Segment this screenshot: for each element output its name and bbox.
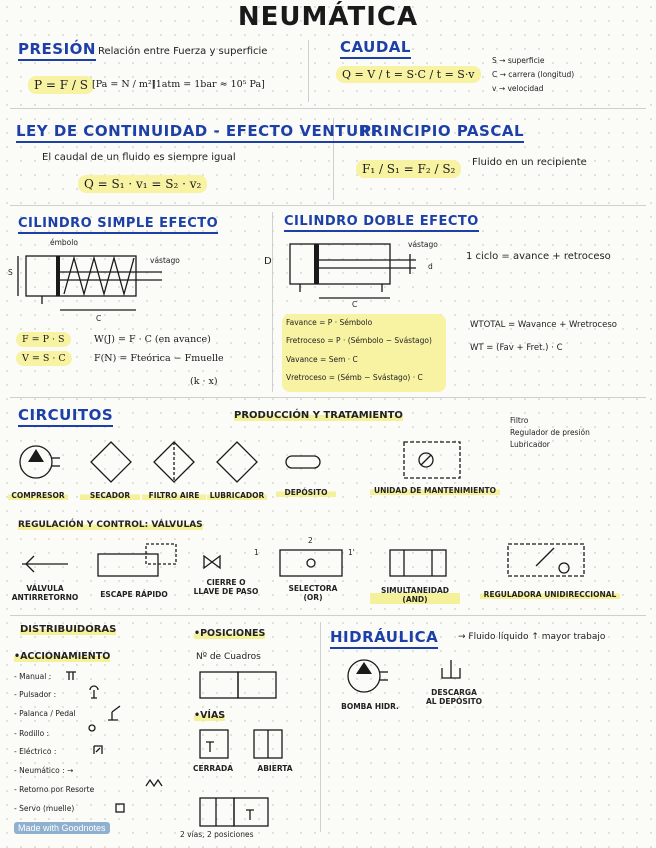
divider (10, 108, 646, 109)
vias-heading: •VÍAS (194, 710, 226, 721)
palanca-icon (108, 706, 120, 720)
continuidad-heading: LEY DE CONTINUIDAD - EFECTO VENTURI (16, 122, 377, 143)
accionamiento-item: - Manual : (14, 672, 52, 681)
rodillo-icon (89, 725, 95, 731)
valvula-label: ESCAPE RÁPIDO (100, 590, 168, 599)
vias-summary: 2 vías, 2 posiciones (180, 830, 254, 839)
accionamiento-item: - Servo (muelle) (14, 804, 75, 813)
simple-label-s: S (8, 268, 13, 277)
simple-formula: V = S · C (16, 351, 72, 366)
descarga-icon (442, 660, 460, 678)
produccion-heading: PRODUCCIÓN Y TRATAMIENTO (234, 410, 403, 421)
cierre-icon (204, 556, 220, 568)
simultaneidad-icon (390, 550, 446, 576)
pascal-desc: Fluido en un recipiente (472, 157, 587, 168)
via-cerrada-icon (200, 730, 228, 758)
doble-heading: CILINDRO DOBLE EFECTO (284, 214, 479, 232)
doble-formula: Vavance = Sem · C (286, 355, 358, 364)
unidad-mantenimiento-icon (404, 442, 460, 478)
electrico-icon (94, 746, 102, 754)
caudal-legend-item: C → carrera (longitud) (492, 70, 575, 79)
produccion-label: COMPRESOR (8, 491, 68, 500)
produccion-label: SECADOR (80, 491, 140, 500)
caudal-legend-item: v → velocidad (492, 84, 544, 93)
divider (320, 622, 321, 832)
divider (10, 397, 646, 398)
bomba-label: BOMBA HIDR. (341, 702, 399, 711)
servo-icon (116, 804, 124, 812)
lubricador-icon (217, 442, 257, 482)
presion-heading: PRESIÓN (18, 40, 96, 61)
selectora-icon (280, 550, 342, 576)
doble-trabajo: WT = (Fav + Fret.) · C (470, 343, 563, 353)
filtro-note: Regulador de presión (510, 428, 590, 437)
descarga-label: DESCARGA AL DEPÓSITO (425, 688, 483, 706)
port-label: 1 (254, 548, 259, 557)
doble-ciclo: 1 ciclo = avance + retroceso (466, 251, 611, 262)
escape-rapido-icon (98, 554, 158, 576)
caudal-legend-item: S → superficie (492, 56, 545, 65)
page-title: NEUMÁTICA (237, 2, 419, 32)
resorte-icon (146, 780, 162, 786)
valvula-label: CIERRE O LLAVE DE PASO (193, 578, 259, 596)
hidraulica-desc: → Fluido líquido ↑ mayor trabajo (458, 632, 606, 642)
produccion-label: FILTRO AIRE (142, 491, 206, 500)
continuidad-desc: El caudal de un fluido es siempre igual (42, 152, 236, 163)
accionamiento-item: - Pulsador : (14, 690, 57, 699)
simple-formula: F(N) = Fteórica − Fmuelle (94, 353, 224, 364)
filtro-note: Lubricador (510, 440, 550, 449)
valvula-label: SELECTORA (OR) (288, 584, 338, 602)
doble-formula: Vretroceso = (Sémb − Svástago) · C (286, 373, 423, 382)
divider (272, 212, 273, 392)
simple-label-embolo: émbolo (50, 238, 78, 247)
port-label: 2 (308, 536, 313, 545)
cerrada-label: CERRADA (192, 764, 233, 773)
presion-conversion: [1atm = 1bar ≈ 10⁵ Pa] (152, 79, 265, 90)
doble-formula: Fretroceso = P · (Sémbolo − Svástago) (286, 336, 432, 345)
distribuidoras-heading: DISTRIBUIDORAS (20, 624, 117, 635)
posiciones-heading: •POSICIONES (194, 628, 266, 639)
accionamiento-heading: •ACCIONAMIENTO (14, 651, 111, 662)
valvulas-symbols (18, 540, 618, 584)
simple-label-vastago: vástago (150, 256, 180, 265)
port-label: 1' (348, 548, 355, 557)
pulsador-icon (90, 686, 98, 698)
filtro-note: Filtro (510, 416, 529, 425)
presion-formula: P = F / S (28, 76, 94, 94)
divider (10, 615, 646, 616)
accionamiento-item: - Neumático : → (14, 766, 74, 775)
secador-icon (91, 442, 131, 482)
accionamiento-symbols (60, 668, 170, 818)
divider (308, 40, 309, 102)
reguladora-icon (508, 544, 584, 576)
presion-unit: [Pa = N / m²] (92, 79, 156, 90)
produccion-symbols (14, 436, 484, 488)
circuitos-heading: CIRCUITOS (18, 406, 113, 427)
regulacion-heading: REGULACIÓN Y CONTROL: VÁLVULAS (18, 520, 203, 530)
simple-cylinder-diagram (12, 238, 172, 318)
divider (10, 205, 646, 206)
doble-formula: Favance = P · Sémbolo (286, 318, 373, 327)
vias-symbols (196, 668, 296, 832)
accionamiento-item: - Eléctrico : (14, 747, 57, 756)
deposito-icon (286, 456, 320, 468)
simple-formula: W(J) = F · C (en avance) (94, 334, 211, 345)
doble-trabajo: WTOTAL = Wavance + Wretroceso (470, 320, 617, 330)
pascal-heading: PRINCIPIO PASCAL (360, 122, 524, 143)
caudal-formula: Q = V / t = S·C / t = S·v (336, 66, 481, 83)
produccion-label: UNIDAD DE MANTENIMIENTO (370, 486, 500, 495)
goodnotes-badge: Made with Goodnotes (14, 822, 110, 834)
doble-label-vastago: vástago (408, 240, 438, 249)
simple-formula: F = P · S (16, 332, 71, 347)
valvula-label: REGULADORA UNIDIRECCIONAL (480, 590, 620, 599)
produccion-label: LUBRICADOR (207, 491, 267, 500)
accionamiento-item: - Retorno por Resorte (14, 785, 95, 794)
simple-heading: CILINDRO SIMPLE EFECTO (18, 216, 218, 234)
produccion-label: DEPÓSITO (276, 488, 336, 497)
abierta-label: ABIERTA (257, 764, 293, 773)
presion-desc: Relación entre Fuerza y superficie (98, 46, 268, 57)
simple-label-c: C (96, 314, 102, 323)
continuidad-formula: Q = S₁ · v₁ = S₂ · v₂ (78, 175, 207, 193)
doble-label-d: D (264, 256, 272, 267)
accionamiento-item: - Rodillo : (14, 729, 50, 738)
doble-label-d-small: d (428, 262, 433, 271)
manual-icon (66, 672, 76, 680)
hidraulica-heading: HIDRÁULICA (330, 628, 438, 649)
accionamiento-item: - Palanca / Pedal (14, 709, 76, 718)
simple-formula: (k · x) (190, 376, 218, 387)
pascal-formula: F₁ / S₁ = F₂ / S₂ (356, 160, 461, 178)
valvula-label: VÁLVULA ANTIRRETORNO (11, 584, 79, 602)
caudal-heading: CAUDAL (340, 38, 411, 59)
valvula-label: SIMULTANEIDAD (AND) (370, 586, 460, 604)
doble-label-c: C (352, 300, 358, 309)
cuadros-label: Nº de Cuadros (196, 652, 261, 662)
